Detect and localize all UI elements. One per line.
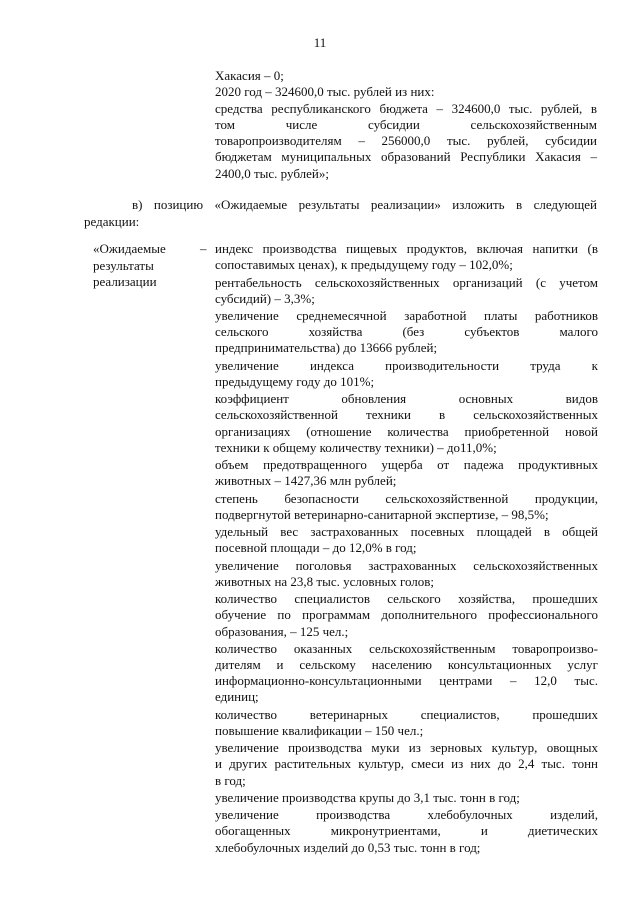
result-item (215, 790, 598, 806)
result-item-line: хлебобулочных изделий до 0,53 тыс. тонн в год; (215, 839, 481, 855)
result-item-line: образования, – 125 чел.; (215, 623, 349, 639)
result-item (215, 591, 598, 640)
result-item (215, 391, 598, 456)
result-item-line: животных – 1427,36 млн рублей; (215, 473, 397, 489)
label-line: реализации (93, 274, 157, 289)
result-item-line: увеличение производства крупы до 3,1 тыс. тонн в год; (215, 789, 520, 805)
result-item (215, 241, 598, 273)
result-item-line: обогащенных микронутриентами, и диетических (215, 823, 598, 839)
result-item-line: информационно-консультационными центрами – 12,0 тыс. (215, 673, 598, 689)
result-item-line: увеличение поголовья застрахованных сельскохозяйственных (215, 557, 598, 573)
result-item-line: сельскохозяйственной техники в сельскохозяйственных (215, 407, 598, 423)
result-item-line: предпринимательства) до 13666 рублей; (215, 340, 438, 356)
result-item (215, 641, 598, 706)
result-item (215, 275, 598, 307)
result-item (215, 308, 598, 357)
result-item (215, 707, 598, 739)
result-item-line: увеличение среднемесячной заработной платы работников (215, 308, 598, 323)
result-item-line: повышение квалификации – 150 чел.; (215, 722, 424, 738)
expected-results-list (215, 241, 598, 857)
label-line: «Ожидаемые (93, 241, 166, 256)
expected-results-label (93, 241, 203, 291)
result-item-line: количество оказанных сельскохозяйственным товаропроизво- (215, 640, 598, 656)
text-line: товаропроизводителям – 256000,0 тыс. рублей, субсидии (215, 133, 597, 149)
result-item-line: посевной площади – до 12,0% в год; (215, 540, 417, 556)
result-item-line: увеличение производства муки из зерновых культур, овощных (215, 740, 598, 756)
result-item-line: объем предотвращенного ущерба от падежа продуктивных (215, 457, 598, 473)
text-line: Хакасия – 0; (215, 68, 284, 83)
text-line: том числе субсидии сельскохозяйственным (215, 116, 597, 132)
label-dash: – (200, 241, 207, 256)
result-item-line: техники к общему количеству техники) – до11,0%; (215, 439, 497, 455)
result-item-line: сельского хозяйства (без субъектов малого (215, 324, 598, 340)
result-item-line: удельный вес застрахованных посевных площадей в общей (215, 524, 598, 540)
section-intro-line-2: редакции: (84, 213, 140, 229)
result-item-line: количество специалистов сельского хозяйства, прошедших (215, 591, 598, 607)
section-intro-line-1: в) позицию «Ожидаемые результаты реализации» изложить в следующей (132, 197, 597, 212)
page-number: 11 (313, 35, 327, 50)
result-item-line: количество ветеринарных специалистов, прошедших (215, 706, 598, 722)
result-item (215, 740, 598, 789)
result-item (215, 457, 598, 489)
result-item-line: подвергнутой ветеринарно-санитарной экспертизе, – 98,5%; (215, 506, 549, 522)
result-item-line: предыдущему году до 101%; (215, 373, 375, 389)
result-item (215, 358, 598, 390)
result-item (215, 558, 598, 590)
funding-text-block (215, 68, 597, 182)
result-item-line: коэффициент обновления основных видов (215, 391, 598, 407)
text-line: бюджетам муниципальных образований Республики Хакасия – (215, 149, 597, 165)
result-item-line: обучение по программам дополнительного профессионального (215, 607, 598, 623)
label-line: результаты (93, 257, 154, 273)
result-item-line: рентабельность сельскохозяйственных организаций (с учетом (215, 274, 598, 290)
result-item (215, 807, 598, 856)
text-line: 2020 год – 324600,0 тыс. рублей из них: (215, 84, 435, 100)
text-line: 2400,0 тыс. рублей»; (215, 165, 329, 181)
text-line: средства республиканского бюджета – 324600,0 тыс. рублей, в (215, 100, 597, 116)
result-item-line: животных на 23,8 тыс. условных голов; (215, 573, 435, 589)
result-item-line: в год; (215, 772, 246, 788)
result-item-line: дителям и сельскому населению консультационных услуг (215, 657, 598, 673)
result-item-line: увеличение индекса производительности труда к (215, 357, 598, 373)
result-item-line: увеличение производства хлебобулочных изделий, (215, 807, 598, 823)
result-item-line: индекс производства пищевых продуктов, включая напитки (в (215, 241, 598, 256)
result-item-line: организациях (отношение количества приобретенной новой (215, 423, 598, 439)
result-item (215, 491, 598, 523)
result-item-line: субсидий) – 3,3%; (215, 290, 315, 306)
result-item-line: степень безопасности сельскохозяйственной продукции, (215, 490, 598, 506)
result-item-line: сопоставимых ценах), к предыдущему году – 102,0%; (215, 257, 513, 273)
result-item-line: и других растительных культур, смеси из них до 2,4 тыс. тонн (215, 756, 598, 772)
section-intro (84, 197, 597, 230)
result-item (215, 524, 598, 556)
result-item-line: единиц; (215, 689, 259, 705)
